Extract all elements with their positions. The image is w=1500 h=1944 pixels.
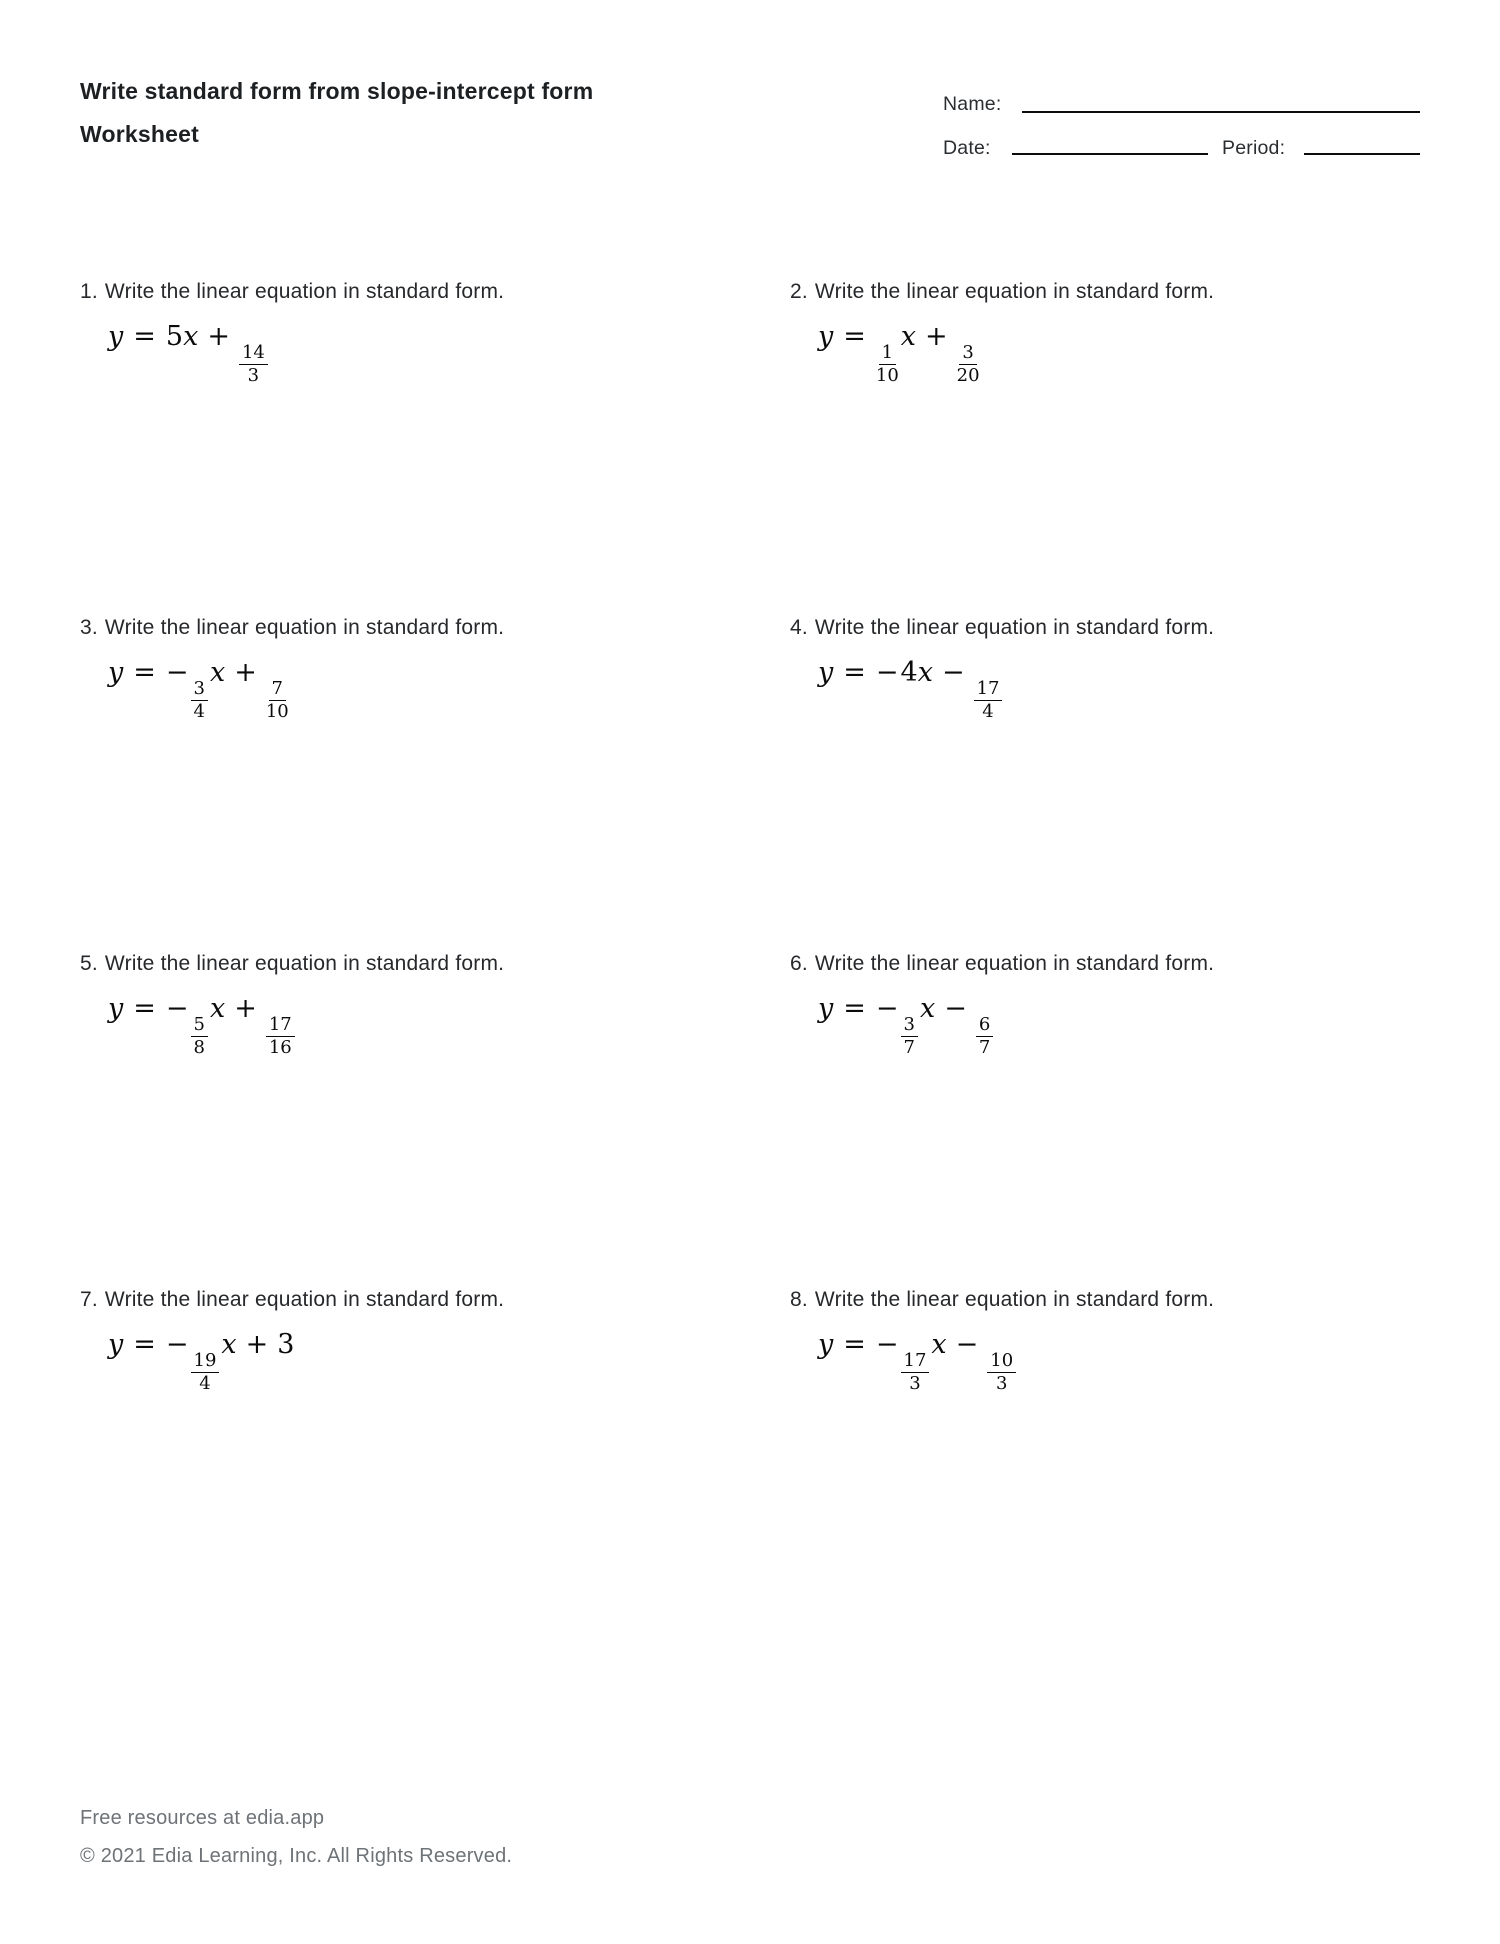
problem (80, 615, 790, 951)
fraction: $\frac{14}{3}$ (239, 343, 268, 386)
equation (108, 657, 790, 723)
math-num: 5 (165, 321, 184, 352)
problem-prompt: Write the linear equation in standard form. (814, 616, 1215, 639)
math-rel: = (843, 657, 866, 688)
problem-prompt-line (80, 951, 790, 977)
math-var: y (108, 321, 124, 352)
math-var: y (108, 993, 124, 1024)
problem-prompt: Write the linear equation in standard form. (814, 1288, 1215, 1311)
problem-number: 5. (80, 952, 98, 975)
math-op: + (245, 1329, 269, 1360)
fraction: $\frac{3}{7}$ (901, 1015, 918, 1058)
problem (80, 1287, 790, 1623)
fraction: $\frac{5}{8}$ (191, 1015, 208, 1058)
problem-prompt: Write the linear equation in standard form. (814, 952, 1215, 975)
math-neg: − (165, 657, 189, 688)
problem-number: 6. (790, 952, 808, 975)
math-op: − (955, 1329, 979, 1360)
math-neg: − (875, 1329, 899, 1360)
worksheet-title (80, 70, 593, 156)
period-label: Period: (1222, 137, 1286, 159)
problem-prompt: Write the linear equation in standard form. (104, 1288, 505, 1311)
math-var: y (818, 321, 834, 352)
math-num: 4 (900, 657, 918, 688)
math-rel: = (133, 657, 156, 688)
title-line-2: Worksheet (80, 121, 199, 147)
equation (818, 657, 1420, 723)
date-blank-line (1012, 153, 1208, 155)
math-var: y (818, 657, 834, 688)
math-rel: = (843, 993, 866, 1024)
equation (818, 321, 1420, 387)
math-rel: = (843, 1329, 866, 1360)
problem-number: 3. (80, 616, 98, 639)
math-var: x (919, 993, 936, 1024)
fraction: $\frac{17}{16}$ (266, 1015, 295, 1058)
math-var: y (108, 1329, 124, 1360)
page-footer (80, 1799, 512, 1875)
math-op: − (944, 993, 967, 1024)
math-neg: − (875, 993, 899, 1024)
math-rel: = (133, 1329, 156, 1360)
problem-number: 8. (790, 1288, 808, 1311)
equation (818, 1329, 1420, 1395)
math-var: x (917, 657, 933, 688)
problem (790, 951, 1420, 1287)
problem-prompt-line (80, 279, 790, 305)
problem (790, 279, 1420, 615)
problem-prompt-line (790, 1287, 1420, 1313)
math-var: x (221, 1329, 237, 1360)
problem-prompt: Write the linear equation in standard form. (814, 280, 1215, 303)
footer-resources-text: Free resources at edia.app (80, 1807, 325, 1829)
title-line-1: Write standard form from slope-intercept form (80, 78, 594, 104)
problem (80, 951, 790, 1287)
period-blank-line (1304, 153, 1420, 155)
math-op: + (207, 321, 230, 352)
math-op: + (234, 657, 257, 688)
math-neg: − (875, 657, 899, 688)
name-label: Name: (943, 93, 1002, 115)
fraction: $\frac{3}{4}$ (191, 679, 208, 722)
fraction: $\frac{19}{4}$ (191, 1351, 220, 1394)
math-rel: = (133, 321, 156, 352)
math-var: y (818, 993, 834, 1024)
problem-number: 1. (80, 280, 98, 303)
math-var: x (209, 993, 226, 1024)
equation (108, 993, 790, 1059)
problems-grid (80, 279, 1420, 1623)
math-var: y (818, 1329, 834, 1360)
date-label: Date: (943, 137, 991, 159)
fraction: $\frac{10}{3}$ (987, 1351, 1016, 1394)
math-neg: − (165, 993, 189, 1024)
problem-number: 2. (790, 280, 808, 303)
fraction: $\frac{3}{20}$ (956, 342, 980, 387)
math-num: 3 (277, 1329, 295, 1360)
problem-prompt-line (790, 615, 1420, 641)
problem-prompt-line (80, 615, 790, 641)
problem-number: 7. (80, 1288, 98, 1311)
math-var: x (209, 657, 226, 688)
math-op: − (941, 657, 965, 688)
math-var: x (183, 321, 199, 352)
math-var: x (931, 1329, 947, 1360)
name-blank-line (1022, 111, 1420, 113)
equation (108, 321, 790, 387)
math-neg: − (165, 1329, 189, 1360)
equation (108, 1329, 790, 1395)
equation (818, 993, 1420, 1059)
fraction: $\frac{7}{10}$ (265, 678, 289, 723)
problem-prompt: Write the linear equation in standard form. (104, 616, 505, 639)
fraction: $\frac{6}{7}$ (976, 1015, 993, 1058)
math-rel: = (133, 993, 156, 1024)
problem-prompt-line (790, 951, 1420, 977)
footer-copyright-text: © 2021 Edia Learning, Inc. All Rights Reserved. (80, 1845, 513, 1867)
math-op: + (234, 993, 257, 1024)
problem (790, 615, 1420, 951)
problem-prompt: Write the linear equation in standard form. (104, 952, 505, 975)
problem-prompt: Write the linear equation in standard form. (104, 280, 505, 303)
math-op: + (925, 321, 948, 352)
fraction: $\frac{1}{10}$ (875, 342, 899, 387)
math-var: x (900, 321, 917, 352)
problem-prompt-line (80, 1287, 790, 1313)
math-rel: = (843, 321, 866, 352)
math-var: y (108, 657, 124, 688)
problem-prompt-line (790, 279, 1420, 305)
problem-number: 4. (790, 616, 808, 639)
fraction: $\frac{17}{3}$ (901, 1351, 930, 1394)
fraction: $\frac{17}{4}$ (974, 679, 1003, 722)
problem (790, 1287, 1420, 1623)
problem (80, 279, 790, 615)
